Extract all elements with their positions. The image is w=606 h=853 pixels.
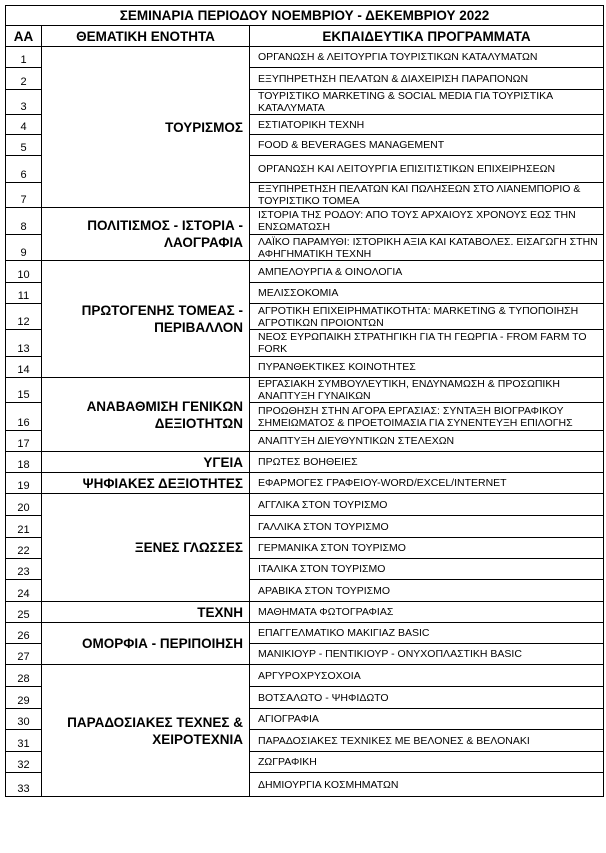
- row-number: 29: [6, 687, 42, 709]
- column-header-aa: ΑΑ: [6, 26, 42, 47]
- program-cell: ΙΣΤΟΡΙΑ ΤΗΣ ΡΟΔΟΥ: ΑΠΟ ΤΟΥΣ ΑΡΧΑΙΟΥΣ ΧΡΟΝΟΥΣ ΕΩΣ ΤΗΝ ΕΝΣΩΜΑΤΩΣΗ: [250, 208, 604, 235]
- row-number: 9: [6, 235, 42, 261]
- program-cell: ΜΑΘΗΜΑΤΑ ΦΩΤΟΓΡΑΦΙΑΣ: [250, 602, 604, 623]
- program-cell: ΟΡΓΑΝΩΣΗ ΚΑΙ ΛΕΙΤΟΥΡΓΙΑ ΕΠΙΣΙΤΙΣΤΙΚΩΝ ΕΠΙΧΕΙΡΗΣΕΩΝ: [250, 156, 604, 183]
- program-cell: ΑΓΙΟΓΡΑΦΙΑ: [250, 709, 604, 730]
- program-cell: ΟΡΓΑΝΩΣΗ & ΛΕΙΤΟΥΡΓΙΑ ΤΟΥΡΙΣΤΙΚΩΝ ΚΑΤΑΛΥΜΑΤΩΝ: [250, 47, 604, 68]
- category-cell: ΠΑΡΑΔΟΣΙΑΚΕΣ ΤΕΧΝΕΣ & ΧΕΙΡΟΤΕΧΝΙΑ: [42, 665, 250, 797]
- category-cell: ΞΕΝΕΣ ΓΛΩΣΣΕΣ: [42, 494, 250, 602]
- row-number: 17: [6, 431, 42, 452]
- program-cell: ΑΓΓΛΙΚΑ ΣΤΟΝ ΤΟΥΡΙΣΜΟ: [250, 494, 604, 516]
- program-cell: ΝΕΟΣ ΕΥΡΩΠΑΙΚΗ ΣΤΡΑΤΗΓΙΚΗ ΓΙΑ ΤΗ ΓΕΩΡΓΙΑ - FROM FARM TO FORK: [250, 330, 604, 357]
- program-cell: FOOD & BEVERAGES MANAGEMENT: [250, 135, 604, 156]
- program-cell: ΑΡΑΒΙΚΑ ΣΤΟΝ ΤΟΥΡΙΣΜΟ: [250, 580, 604, 602]
- row-number: 27: [6, 644, 42, 665]
- category-cell: ΟΜΟΡΦΙΑ - ΠΕΡΙΠΟΙΗΣΗ: [42, 623, 250, 665]
- seminar-table: [5, 5, 604, 797]
- category-cell: ΠΟΛΙΤΙΣΜΟΣ - ΙΣΤΟΡΙΑ - ΛΑΟΓΡΑΦΙΑ: [42, 208, 250, 261]
- program-cell: ΜΕΛΙΣΣΟΚΟΜΙΑ: [250, 283, 604, 304]
- row-number: 28: [6, 665, 42, 687]
- row-number: 19: [6, 473, 42, 494]
- row-number: 31: [6, 730, 42, 752]
- category-cell: ΤΕΧΝΗ: [42, 602, 250, 623]
- program-cell: ΓΕΡΜΑΝΙΚΑ ΣΤΟΝ ΤΟΥΡΙΣΜΟ: [250, 538, 604, 559]
- table-row: [6, 378, 604, 403]
- program-cell: ΕΣΤΙΑΤΟΡΙΚΗ ΤΕΧΝΗ: [250, 115, 604, 135]
- category-cell: ΑΝΑΒΑΘΜΙΣΗ ΓΕΝΙΚΩΝ ΔΕΞΙΟΤΗΤΩΝ: [42, 378, 250, 452]
- category-cell: ΨΗΦΙΑΚΕΣ ΔΕΞΙΟΤΗΤΕΣ: [42, 473, 250, 494]
- row-number: 14: [6, 357, 42, 378]
- column-header-theme: ΘΕΜΑΤΙΚΗ ΕΝΟΤΗΤΑ: [42, 26, 250, 47]
- row-number: 3: [6, 90, 42, 115]
- program-cell: ΕΡΓΑΣΙΑΚΗ ΣΥΜΒΟΥΛΕΥΤΙΚΗ, ΕΝΔΥΝΑΜΩΣΗ & ΠΡΟΣΩΠΙΚΗ ΑΝΑΠΤΥΞΗ ΓΥΝΑΙΚΩΝ: [250, 378, 604, 403]
- table-row: [6, 494, 604, 516]
- row-number: 6: [6, 156, 42, 183]
- table-body: [6, 47, 604, 797]
- program-cell: ΠΡΩΤΕΣ ΒΟΗΘΕΙΕΣ: [250, 452, 604, 473]
- row-number: 4: [6, 115, 42, 135]
- table-row: [6, 473, 604, 494]
- program-cell: ΠΡΟΩΘΗΣΗ ΣΤΗΝ ΑΓΟΡΑ ΕΡΓΑΣΙΑΣ: ΣΥΝΤΑΞΗ ΒΙΟΓΡΑΦΙΚΟΥ ΣΗΜΕΙΩΜΑΤΟΣ & ΠΡΟΕΤΟΙΜΑΣΙΑ ΓΙΑ ΣΥΝΕΝΤΕΥΞΗ ΕΠΙΛΟΓΗΣ: [250, 403, 604, 431]
- program-cell: ΒΟΤΣΑΛΩΤΟ - ΨΗΦΙΔΩΤΟ: [250, 687, 604, 709]
- program-cell: ΜΑΝΙΚΙΟΥΡ - ΠΕΝΤΙΚΙΟΥΡ - ΟΝΥΧΟΠΛΑΣΤΙΚΗ BASIC: [250, 644, 604, 665]
- category-cell: ΤΟΥΡΙΣΜΟΣ: [42, 47, 250, 208]
- row-number: 1: [6, 47, 42, 68]
- program-cell: ΑΝΑΠΤΥΞΗ ΔΙΕΥΘΥΝΤΙΚΩΝ ΣΤΕΛΕΧΩΝ: [250, 431, 604, 452]
- row-number: 5: [6, 135, 42, 156]
- program-cell: ΤΟΥΡΙΣΤΙΚΟ MARKETING & SOCIAL MEDIA ΓΙΑ ΤΟΥΡΙΣΤΙΚΑ ΚΑΤΑΛΥΜΑΤΑ: [250, 90, 604, 115]
- program-cell: ΕΠΑΓΓΕΛΜΑΤΙΚΟ ΜΑΚΙΓΙΑΖ BASIC: [250, 623, 604, 644]
- table-row: [6, 208, 604, 235]
- row-number: 10: [6, 261, 42, 283]
- row-number: 16: [6, 403, 42, 431]
- program-cell: ΕΞΥΠΗΡΕΤΗΣΗ ΠΕΛΑΤΩΝ ΚΑΙ ΠΩΛΗΣΕΩΝ ΣΤΟ ΛΙΑΝΕΜΠΟΡΙΟ & ΤΟΥΡΙΣΤΙΚΟ ΤΟΜΕΑ: [250, 183, 604, 208]
- row-number: 23: [6, 559, 42, 580]
- row-number: 30: [6, 709, 42, 730]
- program-cell: ΑΓΡΟΤΙΚΗ ΕΠΙΧΕΙΡΗΜΑΤΙΚΟΤΗΤΑ: MARKETING & ΤΥΠΟΠΟΙΗΣΗ ΑΓΡΟΤΙΚΩΝ ΠΡΟΙΟΝΤΩΝ: [250, 304, 604, 330]
- table-row: [6, 665, 604, 687]
- table-title: ΣΕΜΙΝΑΡΙΑ ΠΕΡΙΟΔΟΥ ΝΟΕΜΒΡΙΟΥ - ΔΕΚΕΜΒΡΙΟΥ 2022: [6, 6, 604, 26]
- table-row: [6, 261, 604, 283]
- program-cell: ΛΑΪΚΟ ΠΑΡΑΜΥΘΙ: ΙΣΤΟΡΙΚΗ ΑΞΙΑ ΚΑΙ ΚΑΤΑΒΟΛΕΣ. ΕΙΣΑΓΩΓΗ ΣΤΗΝ ΑΦΗΓΗΜΑΤΙΚΗ ΤΕΧΝΗ: [250, 235, 604, 261]
- row-number: 8: [6, 208, 42, 235]
- program-cell: ΠΑΡΑΔΟΣΙΑΚΕΣ ΤΕΧΝΙΚΕΣ ΜΕ ΒΕΛΟΝΕΣ & ΒΕΛΟΝΑΚΙ: [250, 730, 604, 752]
- program-cell: ΓΑΛΛΙΚΑ ΣΤΟΝ ΤΟΥΡΙΣΜΟ: [250, 516, 604, 538]
- table-row: [6, 623, 604, 644]
- program-cell: ΑΜΠΕΛΟΥΡΓΙΑ & ΟΙΝΟΛΟΓΙΑ: [250, 261, 604, 283]
- program-cell: ΔΗΜΙΟΥΡΓΙΑ ΚΟΣΜΗΜΑΤΩΝ: [250, 773, 604, 797]
- table-row: [6, 602, 604, 623]
- row-number: 25: [6, 602, 42, 623]
- program-cell: ΙΤΑΛΙΚΑ ΣΤΟΝ ΤΟΥΡΙΣΜΟ: [250, 559, 604, 580]
- row-number: 18: [6, 452, 42, 473]
- row-number: 20: [6, 494, 42, 516]
- program-cell: ΑΡΓΥΡΟΧΡΥΣΟΧΟΙΑ: [250, 665, 604, 687]
- row-number: 32: [6, 752, 42, 773]
- category-cell: ΥΓΕΙΑ: [42, 452, 250, 473]
- row-number: 2: [6, 68, 42, 90]
- program-cell: ΠΥΡΑΝΘΕΚΤΙΚΕΣ ΚΟΙΝΟΤΗΤΕΣ: [250, 357, 604, 378]
- program-cell: ΕΞΥΠΗΡΕΤΗΣΗ ΠΕΛΑΤΩΝ & ΔΙΑΧΕΙΡΙΣΗ ΠΑΡΑΠΟΝΩΝ: [250, 68, 604, 90]
- row-number: 11: [6, 283, 42, 304]
- row-number: 15: [6, 378, 42, 403]
- table-row: [6, 452, 604, 473]
- column-header-programs: ΕΚΠΑΙΔΕΥΤΙΚΑ ΠΡΟΓΡΑΜΜΑΤΑ: [250, 26, 604, 47]
- row-number: 22: [6, 538, 42, 559]
- program-cell: ΕΦΑΡΜΟΓΕΣ ΓΡΑΦΕΙΟΥ-WORD/EXCEL/INTERNET: [250, 473, 604, 494]
- row-number: 33: [6, 773, 42, 797]
- row-number: 26: [6, 623, 42, 644]
- row-number: 21: [6, 516, 42, 538]
- row-number: 7: [6, 183, 42, 208]
- row-number: 12: [6, 304, 42, 330]
- row-number: 24: [6, 580, 42, 602]
- program-cell: ΖΩΓΡΑΦΙΚΗ: [250, 752, 604, 773]
- row-number: 13: [6, 330, 42, 357]
- category-cell: ΠΡΩΤΟΓΕΝΗΣ ΤΟΜΕΑΣ - ΠΕΡΙΒΑΛΛΟΝ: [42, 261, 250, 378]
- table-row: [6, 47, 604, 68]
